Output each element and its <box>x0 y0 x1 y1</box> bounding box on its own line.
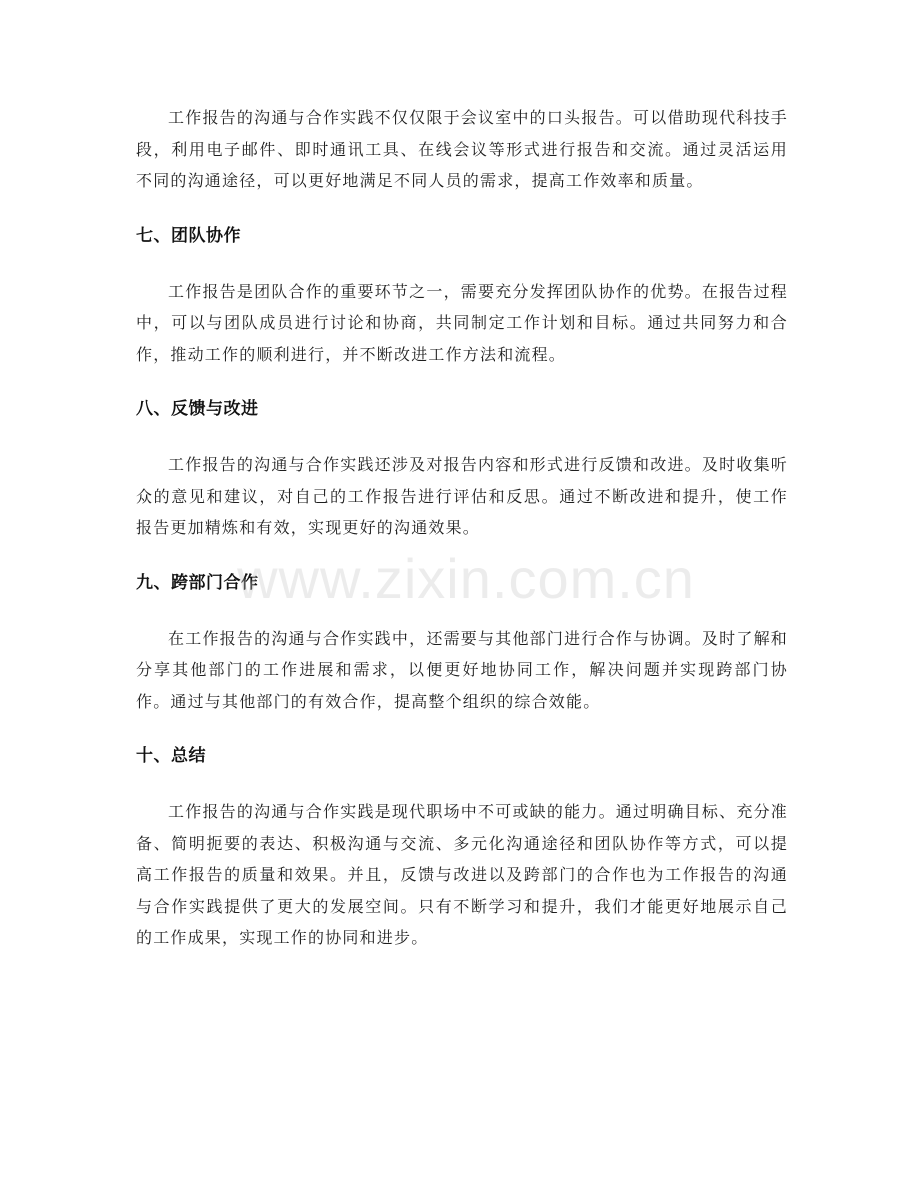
paragraph-section-10: 工作报告的沟通与合作实践是现代职场中不可或缺的能力。通过明确目标、充分准备、简明扼要的表达、积极沟通与交流、多元化沟通途径和团队协作等方式，可以提高工作报告的质量和效果。并且，反馈与改进以及跨部门的合作也为工作报告的沟通与合作实践提供了更大的发展空间。只有不断学习和提升，我们才能更好地展示自己的工作成果，实现工作的协同和进步。 <box>136 802 788 947</box>
heading-section-7: 七、团队协作 <box>136 225 241 246</box>
heading-section-8: 八、反馈与改进 <box>136 399 259 419</box>
heading-section-9: 九、跨部门合作 <box>136 572 259 593</box>
watermark: www.zixin.com.cn <box>237 547 695 610</box>
paragraph-section-8: 工作报告的沟通与合作实践还涉及对报告内容和形式进行反馈和改进。及时收集听众的意见和建议，对自己的工作报告进行评估和反思。通过不断改进和提升，使工作报告更加精炼和有效，实现更好的沟通效果。 <box>136 455 788 537</box>
paragraph-section-9: 在工作报告的沟通与合作实践中，还需要与其他部门进行合作与协调。及时了解和分享其他部门的工作进展和需求，以便更好地协同工作，解决问题并实现跨部门协作。通过与其他部门的有效合作，提高整个组织的综合效能。 <box>136 628 788 711</box>
document-body <box>136 102 788 954</box>
paragraph-intro: 工作报告的沟通与合作实践不仅仅限于会议室中的口头报告。可以借助现代科技手段，利用电子邮件、即时通讯工具、在线会议等形式进行报告和交流。通过灵活运用不同的沟通途径，可以更好地满足不同人员的需求，提高工作效率和质量。 <box>136 108 788 190</box>
heading-section-10: 十、总结 <box>136 746 206 766</box>
paragraph-section-7: 工作报告是团队合作的重要环节之一，需要充分发挥团队协作的优势。在报告过程中，可以与团队成员进行讨论和协商，共同制定工作计划和目标。通过共同努力和合作，推动工作的顺利进行，并不断改进工作方法和流程。 <box>136 281 788 364</box>
